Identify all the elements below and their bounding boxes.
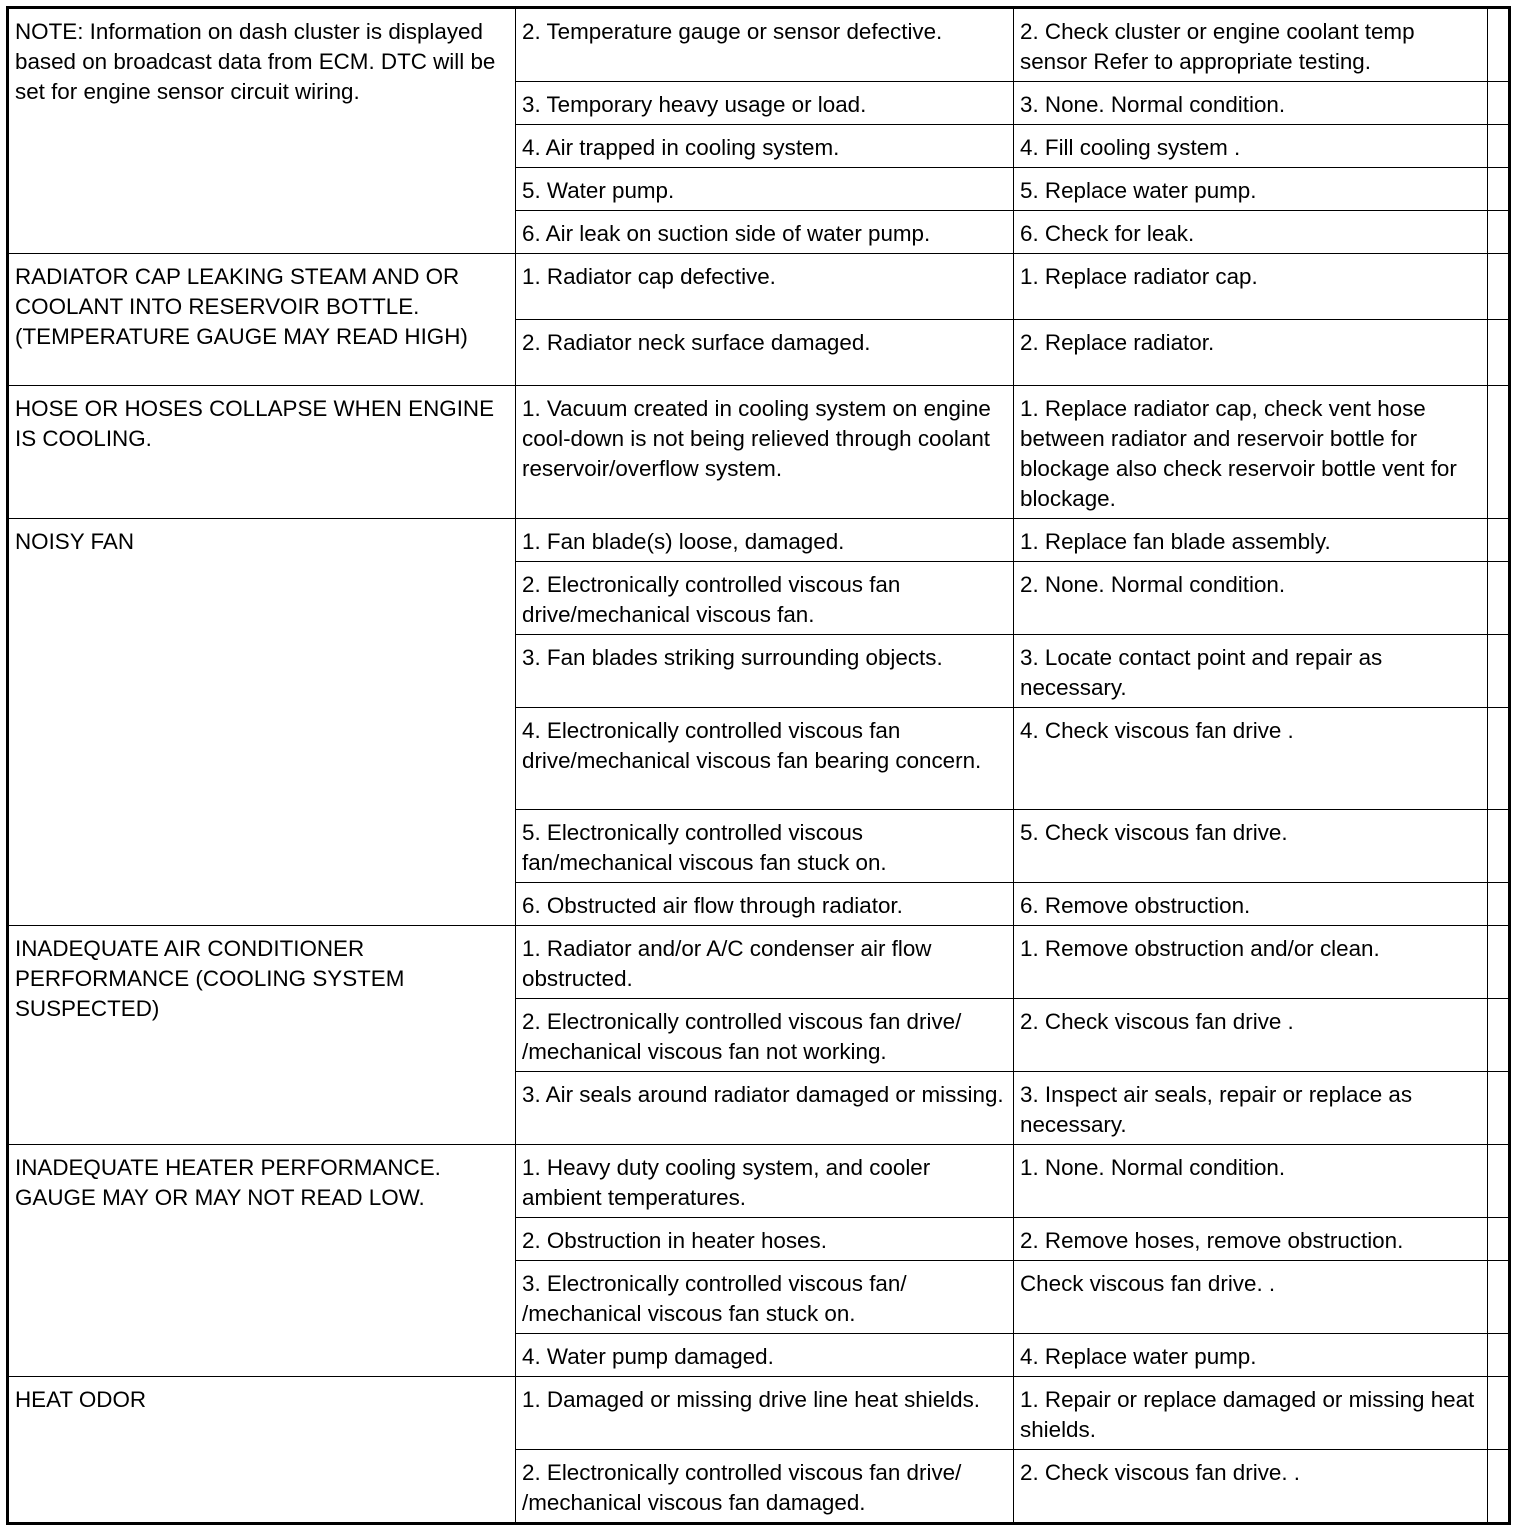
table-row [8,1377,1510,1450]
table-row [8,254,1510,320]
blank-cell [1488,1334,1510,1377]
table-row [8,8,1510,82]
possible-cause-cell: 3. Fan blades striking surrounding objects. [516,635,1014,708]
table-row [8,926,1510,999]
correction-cell: 1. Repair or replace damaged or missing heat shields. [1014,1377,1488,1450]
correction-cell: 4. Check viscous fan drive . [1014,708,1488,810]
blank-cell [1488,1450,1510,1524]
possible-cause-cell: 2. Electronically controlled viscous fan drive/ /mechanical viscous fan damaged. [516,1450,1014,1524]
blank-cell [1488,926,1510,999]
correction-cell: 1. Remove obstruction and/or clean. [1014,926,1488,999]
possible-cause-cell: 1. Vacuum created in cooling system on engine cool-down is not being relieved through coolant reservoir/overflow system. [516,386,1014,519]
possible-cause-cell: 4. Water pump damaged. [516,1334,1014,1377]
correction-cell: 6. Remove obstruction. [1014,883,1488,926]
correction-cell: 2. Remove hoses, remove obstruction. [1014,1218,1488,1261]
correction-cell: 3. None. Normal condition. [1014,82,1488,125]
blank-cell [1488,1145,1510,1218]
blank-cell [1488,125,1510,168]
possible-cause-cell: 1. Heavy duty cooling system, and cooler ambient temperatures. [516,1145,1014,1218]
possible-cause-cell: 6. Air leak on suction side of water pump. [516,211,1014,254]
blank-cell [1488,519,1510,562]
blank-cell [1488,320,1510,386]
blank-cell [1488,883,1510,926]
possible-cause-cell: 3. Temporary heavy usage or load. [516,82,1014,125]
blank-cell [1488,999,1510,1072]
correction-cell: 1. Replace radiator cap. [1014,254,1488,320]
diagnosis-table-body [8,8,1510,1524]
correction-cell: 4. Fill cooling system . [1014,125,1488,168]
possible-cause-cell: 2. Obstruction in heater hoses. [516,1218,1014,1261]
possible-cause-cell: 2. Temperature gauge or sensor defective. [516,8,1014,82]
possible-cause-cell: 1. Radiator cap defective. [516,254,1014,320]
correction-cell: 2. Check viscous fan drive . [1014,999,1488,1072]
table-row [8,519,1510,562]
condition-cell: INADEQUATE HEATER PERFORMANCE. GAUGE MAY OR MAY NOT READ LOW. [8,1145,516,1377]
possible-cause-cell: 1. Radiator and/or A/C condenser air flow obstructed. [516,926,1014,999]
condition-cell: NOISY FAN [8,519,516,926]
diagnosis-table [6,6,1511,1525]
condition-cell: RADIATOR CAP LEAKING STEAM AND OR COOLANT INTO RESERVOIR BOTTLE. (TEMPERATURE GAUGE MAY READ HIGH) [8,254,516,386]
blank-cell [1488,82,1510,125]
possible-cause-cell: 1. Damaged or missing drive line heat shields. [516,1377,1014,1450]
condition-cell: HOSE OR HOSES COLLAPSE WHEN ENGINE IS COOLING. [8,386,516,519]
condition-cell: INADEQUATE AIR CONDITIONER PERFORMANCE (COOLING SYSTEM SUSPECTED) [8,926,516,1145]
possible-cause-cell: 4. Air trapped in cooling system. [516,125,1014,168]
possible-cause-cell: 2. Electronically controlled viscous fan drive/mechanical viscous fan. [516,562,1014,635]
correction-cell: 5. Check viscous fan drive. [1014,810,1488,883]
table-row [8,1145,1510,1218]
blank-cell [1488,1072,1510,1145]
possible-cause-cell: 3. Electronically controlled viscous fan/ /mechanical viscous fan stuck on. [516,1261,1014,1334]
blank-cell [1488,562,1510,635]
blank-cell [1488,1261,1510,1334]
blank-cell [1488,254,1510,320]
blank-cell [1488,708,1510,810]
correction-cell: 1. None. Normal condition. [1014,1145,1488,1218]
correction-cell: 2. Check viscous fan drive. . [1014,1450,1488,1524]
correction-cell: 4. Replace water pump. [1014,1334,1488,1377]
possible-cause-cell: 1. Fan blade(s) loose, damaged. [516,519,1014,562]
correction-cell: 5. Replace water pump. [1014,168,1488,211]
correction-cell: Check viscous fan drive. . [1014,1261,1488,1334]
blank-cell [1488,8,1510,82]
correction-cell: 2. None. Normal condition. [1014,562,1488,635]
blank-cell [1488,635,1510,708]
blank-cell [1488,1218,1510,1261]
correction-cell: 2. Check cluster or engine coolant temp sensor Refer to appropriate testing. [1014,8,1488,82]
possible-cause-cell: 5. Water pump. [516,168,1014,211]
possible-cause-cell: 2. Radiator neck surface damaged. [516,320,1014,386]
correction-cell: 3. Inspect air seals, repair or replace as necessary. [1014,1072,1488,1145]
correction-cell: 6. Check for leak. [1014,211,1488,254]
possible-cause-cell: 5. Electronically controlled viscous fan/mechanical viscous fan stuck on. [516,810,1014,883]
possible-cause-cell: 6. Obstructed air flow through radiator. [516,883,1014,926]
correction-cell: 1. Replace fan blade assembly. [1014,519,1488,562]
blank-cell [1488,810,1510,883]
table-row [8,386,1510,519]
correction-cell: 2. Replace radiator. [1014,320,1488,386]
correction-cell: 3. Locate contact point and repair as necessary. [1014,635,1488,708]
blank-cell [1488,168,1510,211]
blank-cell [1488,386,1510,519]
possible-cause-cell: 3. Air seals around radiator damaged or missing. [516,1072,1014,1145]
condition-cell: NOTE: Information on dash cluster is displayed based on broadcast data from ECM. DTC will be set for engine sensor circuit wiring. [8,8,516,254]
blank-cell [1488,211,1510,254]
correction-cell: 1. Replace radiator cap, check vent hose between radiator and reservoir bottle for blockage also check reservoir bottle vent for blockage. [1014,386,1488,519]
possible-cause-cell: 2. Electronically controlled viscous fan drive/ /mechanical viscous fan not working. [516,999,1014,1072]
possible-cause-cell: 4. Electronically controlled viscous fan drive/mechanical viscous fan bearing concern. [516,708,1014,810]
condition-cell: HEAT ODOR [8,1377,516,1524]
blank-cell [1488,1377,1510,1450]
